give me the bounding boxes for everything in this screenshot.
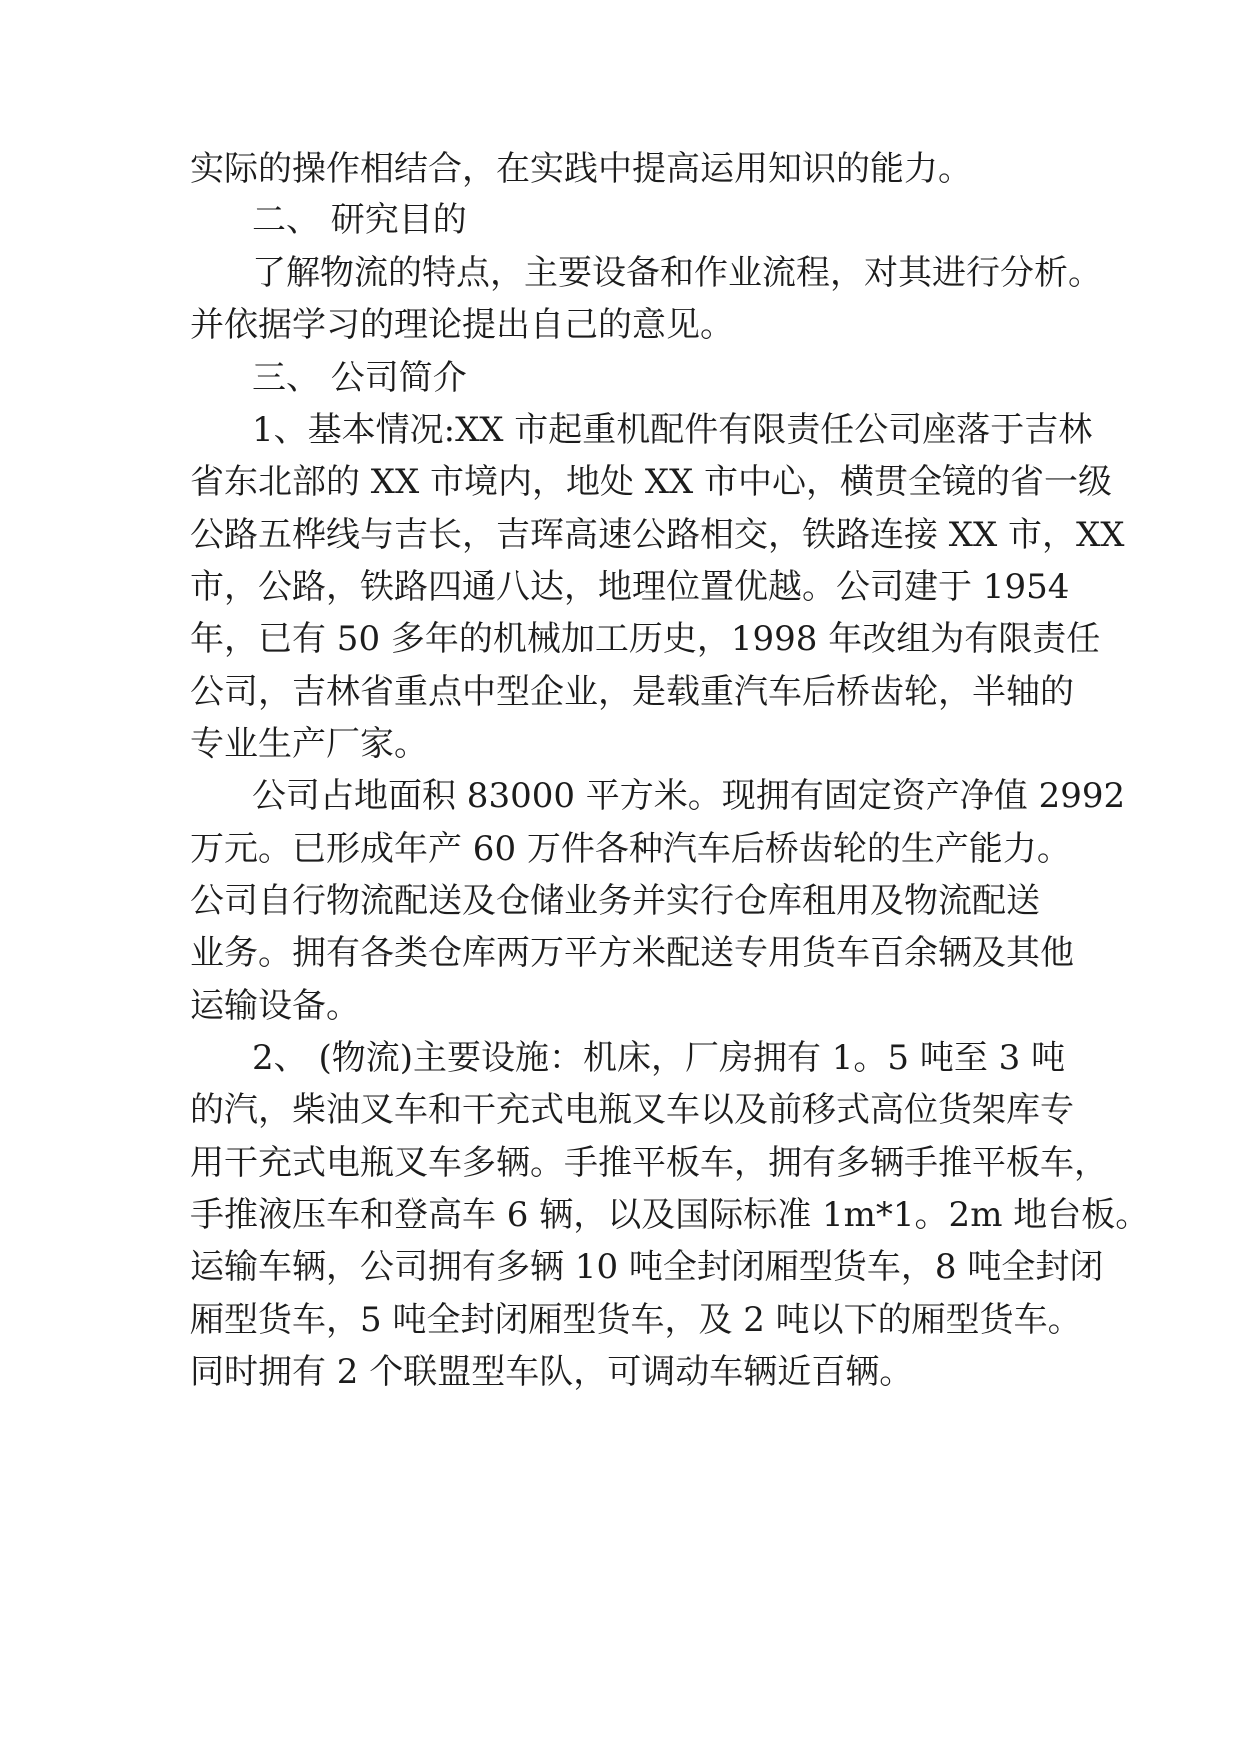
- section-heading-2: 二、 研究目的: [252, 200, 467, 240]
- text-line: 省东北部的 XX 市境内，地处 XX 市中心，横贯全镜的省一级: [190, 462, 1113, 502]
- text-line: 厢型货车，5 吨全封闭厢型货车，及 2 吨以下的厢型货车。: [190, 1300, 1082, 1340]
- text-line: 市，公路，铁路四通八达，地理位置优越。公司建于 1954: [190, 567, 1070, 607]
- text-line: 万元。已形成年产 60 万件各种汽车后桥齿轮的生产能力。: [190, 829, 1071, 869]
- text-line: 公司自行物流配送及仓储业务并实行仓库租用及物流配送: [190, 881, 1040, 921]
- text-line: 年，已有 50 多年的机械加工历史，1998 年改组为有限责任: [190, 619, 1101, 659]
- text-line: 2、 (物流)主要设施：机床，厂房拥有 1。5 吨至 3 吨: [252, 1038, 1066, 1078]
- text-line: 运输车辆，公司拥有多辆 10 吨全封闭厢型货车，8 吨全封闭: [190, 1247, 1104, 1287]
- text-line: 公司，吉林省重点中型企业，是载重汽车后桥齿轮，半轴的: [190, 672, 1074, 712]
- text-line: 运输设备。: [190, 986, 360, 1026]
- text-line: 的汽，柴油叉车和干充式电瓶叉车以及前移式高位货架库专: [190, 1090, 1074, 1130]
- text-line: 业务。拥有各类仓库两万平方米配送专用货车百余辆及其他: [190, 933, 1074, 973]
- text-line: 了解物流的特点，主要设备和作业流程，对其进行分析。: [252, 253, 1102, 293]
- section-heading-3: 三、 公司简介: [252, 358, 467, 398]
- text-line: 专业生产厂家。: [190, 724, 428, 764]
- text-line: 同时拥有 2 个联盟型车队，可调动车辆近百辆。: [190, 1352, 914, 1392]
- text-line: 并依据学习的理论提出自己的意见。: [190, 305, 734, 345]
- text-line: 手推液压车和登高车 6 辆，以及国际标准 1m*1。2m 地台板。: [190, 1195, 1150, 1235]
- text-line: 实际的操作相结合，在实践中提高运用知识的能力。: [190, 149, 972, 189]
- text-line: 1、基本情况:XX 市起重机配件有限责任公司座落于吉林: [252, 410, 1093, 450]
- text-line: 公路五桦线与吉长，吉珲高速公路相交，铁路连接 XX 市，XX: [190, 515, 1125, 555]
- text-line: 公司占地面积 83000 平方米。现拥有固定资产净值 2992: [252, 776, 1126, 816]
- text-line: 用干充式电瓶叉车多辆。手推平板车，拥有多辆手推平板车，: [190, 1143, 1108, 1183]
